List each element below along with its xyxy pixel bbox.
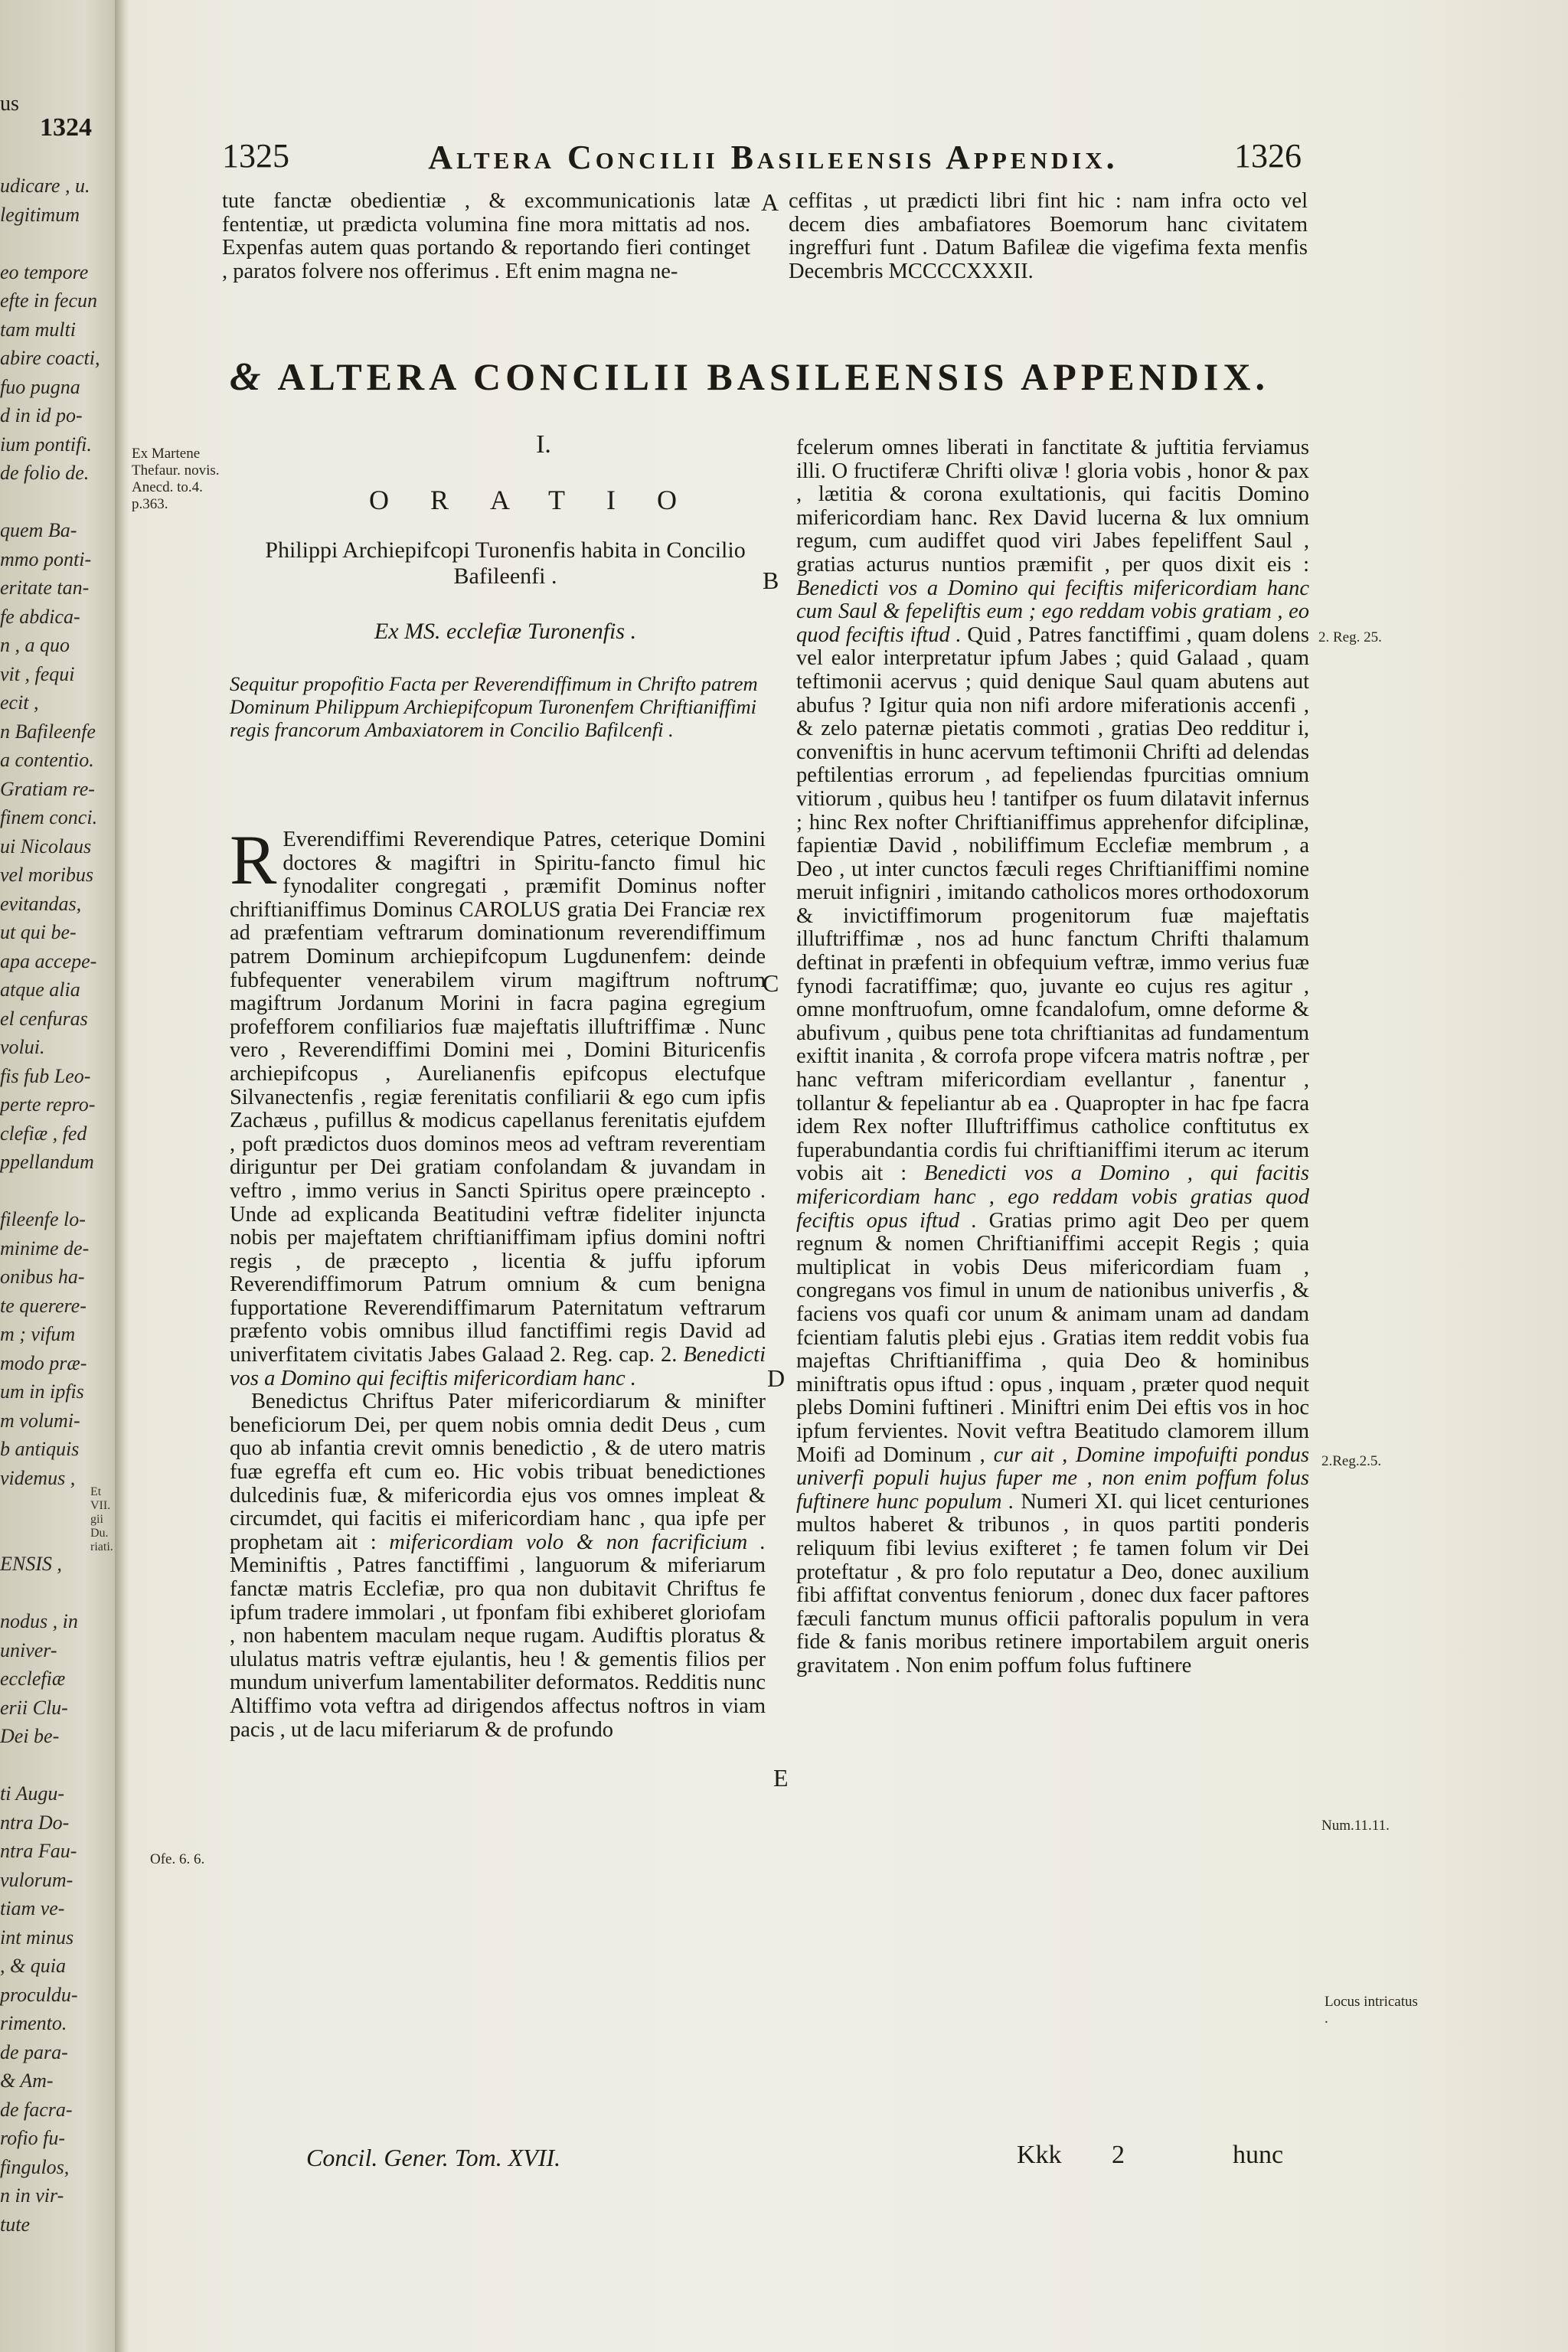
prev-page-line: ppellandum xyxy=(0,1151,94,1173)
prev-page-line: um in ipfis xyxy=(0,1380,84,1403)
prev-page-line: udicare , u. xyxy=(0,175,90,197)
prev-page-line: fileenfe lo- xyxy=(0,1208,86,1230)
marker-e: E xyxy=(773,1764,789,1792)
book-gutter xyxy=(115,0,130,2352)
prev-page-margin: Et VII. gii Du. riati. xyxy=(90,1485,113,1553)
prev-page-line: tiam ve- xyxy=(0,1897,65,1919)
prev-page-line: m volumi- xyxy=(0,1409,80,1432)
prev-page-line: legitimum xyxy=(0,203,80,226)
margin-note-reg-2: 2.Reg.2.5. xyxy=(1321,1453,1382,1469)
prev-page-line: rofio fu- xyxy=(0,2127,65,2149)
margin-note-martene: Ex Martene Thefaur. novis. Anecd. to.4. p.363. xyxy=(132,446,220,512)
running-title: Altera Concilii Basileensis Appendix. xyxy=(428,139,1119,176)
prev-page-line: videmus , xyxy=(0,1466,76,1489)
prev-page-line: ecclefiæ xyxy=(0,1668,66,1690)
prev-page-line: & Am- xyxy=(0,2069,54,2092)
prev-page-line: eritate tan- xyxy=(0,577,90,599)
prev-page-line: de folio de. xyxy=(0,462,90,484)
prev-page-number: 1324 xyxy=(40,113,92,142)
prev-page-line: b antiquis xyxy=(0,1438,80,1460)
prev-page-line: perte repro- xyxy=(0,1093,96,1116)
catchword: hunc xyxy=(1233,2141,1284,2169)
prev-page-line: d in id po- xyxy=(0,404,83,426)
prev-page-line: vit , fequi xyxy=(0,662,75,685)
source-note: Ex MS. ecclefiæ Turonenfis . xyxy=(374,619,637,644)
margin-note-locus: Locus intricatus . xyxy=(1325,1994,1418,2027)
top-right-column xyxy=(789,190,1308,283)
prev-page-line: te querere- xyxy=(0,1294,87,1317)
prev-page-line: onibus ha- xyxy=(0,1266,85,1288)
drop-cap: R xyxy=(230,821,277,899)
prev-page-line: ntra Do- xyxy=(0,1811,70,1834)
left-para-1-quote: Benedicti vos a Domino qui feciftis mifericordiam hanc . xyxy=(230,1343,766,1390)
margin-note-osee: Ofe. 6. 6. xyxy=(150,1851,205,1867)
prev-page-line: ENSIS , xyxy=(0,1553,62,1575)
prev-page-line: volui. xyxy=(0,1036,45,1058)
section-title xyxy=(230,354,1309,400)
prev-page-line: quem Ba- xyxy=(0,519,77,541)
right-text-3: Gratias primo agit Deo per quem regnum & nomen Chriftianiffimi accepit Regis ; quia multiplicat in vobis Deus mifericordiam fuam , congregans vos fimul in unum de nationibus univerfis , & faciens vos quafi cor unum & animam unam ad dandam fcientiam falutis plebi ejus . Gratias item reddit vobis fua majeftas Chriftianiffima , quia Deo & hominibus miniftratis opus iftud : opus , inquam , præter quod nequit plebs Domini fuftineri . Miniftri enim Dei eftis vos in hoc ipfum fervientes. Novit veftra Beatitudo clamorem illum Moifi ad Dominum , xyxy=(796,1208,1309,1467)
prev-page-line: ui Nicolaus xyxy=(0,835,92,858)
prev-page-line: minime de- xyxy=(0,1236,90,1259)
prev-page-line: univer- xyxy=(0,1638,57,1661)
marker-c: C xyxy=(763,969,779,997)
marker-d: D xyxy=(767,1364,786,1392)
prev-page-line: ntra Fau- xyxy=(0,1840,77,1862)
right-quote-1: Benedicti vos a Domino qui feciftis mifericordiam hanc cum Saul & fepeliftis eum ; ego reddam vobis gratiam , eo quod feciftis iftud . xyxy=(796,576,1309,647)
prev-page-line: tam multi xyxy=(0,318,76,341)
prev-page-line: clefiæ , fed xyxy=(0,1122,87,1145)
marker-b: B xyxy=(763,567,779,594)
prev-page-line: mmo ponti- xyxy=(0,547,92,570)
section-title-text: ALTERA CONCILII BASILEENSIS APPENDIX. xyxy=(277,355,1269,398)
prev-page-line: efte in fecun xyxy=(0,289,98,312)
prev-page-line: tute xyxy=(0,2213,30,2236)
marker-a: A xyxy=(761,188,779,216)
prev-page-line: eo tempore xyxy=(0,260,89,283)
prev-page-line: , & quia xyxy=(0,1955,66,1977)
prev-page-line: apa accepe- xyxy=(0,949,97,972)
prev-page-line: vulorum- xyxy=(0,1868,74,1891)
prev-page-line: ecit , xyxy=(0,691,39,714)
prev-page-line: nodus , in xyxy=(0,1610,78,1632)
prev-page-line: finem conci. xyxy=(0,806,98,828)
prev-page-line: n , a quo xyxy=(0,634,70,656)
previous-page-edge xyxy=(0,0,121,2352)
right-column xyxy=(796,436,1309,1677)
prev-page-line: ti Augu- xyxy=(0,1782,65,1805)
top-left-text: tute fanctæ obedientiæ , & excommunicationis latæ fententiæ, ut prædicta volumina fine mora mittatis ad nos. Expenfas autem quas portando & reportando fieri continget , paratos folvere nos offerimus . Eft enim magna ne- xyxy=(222,189,750,283)
page-number-left: 1325 xyxy=(222,137,289,175)
prev-page-line: Gratiam re- xyxy=(0,777,95,800)
prev-page-line: fuo pugna xyxy=(0,375,80,398)
right-text-1: fcelerum omnes liberati in fanctitate & juftitia ferviamus illi. O fructiferæ Chrifti olivæ ! gloria vobis , honor & pax , lætitia & corona exultationis, qui facitis Domino mifericordiam hanc. Rex David lucerna & lux omnium regum, cum audiffet quod viri Jabes fepeliffent Saul , gratias acturus nuntios præmifit , per quos dixit eis : xyxy=(796,436,1309,577)
right-quote-2: Benedicti vos a Domino , qui facitis mifericordiam hanc , ego reddam vobis gratias quod feciftis opus iftud . xyxy=(796,1161,1309,1233)
prev-page-line: de facra- xyxy=(0,2098,73,2121)
oratio-heading: ORATIO xyxy=(369,485,718,515)
prev-page-line: int minus xyxy=(0,1926,74,1949)
top-left-column xyxy=(222,190,750,283)
left-para-2-quote: mifericordiam volo & non facrificium . xyxy=(389,1530,766,1554)
left-para-1: Everendiffimi Reverendique Patres, ceterique Domini doctores & magiftri in Spiritu-fancto fimul hic fynodaliter congregati , præmifit Dominus nofter chriftianiffimus Dominus CAROLUS gratia Dei Franciæ rex ad præfentiam veftrarum dominationum reverendiffimum patrem Dominum archiepifcopum Lugdunenfem: deinde fubfequenter venerabilem virum magiftrum noftrum magiftrum Jordanum Morini in facra pagina egregium profefforem confiliarios fuæ majeftatis illuftriffimæ . Nunc vero , Reverendiffimi Domini mei , Domini Bituricenfis archiepifcopus , Aurelianenfis epifcopus electufque Silvanectenfis , regiæ ferenitatis confiliarii & ego cum ipfis Zachæus , pufillus & modicus capellanus ferenitatis ejufdem , poft prædictos duos dominos meos ad veftram reverentiam diriguntur per Dei gratiam confolandam & juvandam in veftro , immo verius in Sancti Spiritus opere præincepto . Unde ad explicanda Beatitudini veftræ fideliter injuncta nobis per majeftatem chriftianiffimam ipfius domini noftri regis , de præcepto , licentia & juffu ipforum Reverendiffimorum Patrum omnium & cum benigna fupportatione Reverendiffimarum Paternitatum veftrarum præfento vobis omnibus illud fanctiffimi regis David ad univerfitatem civitatis Jabes Galaad 2. Reg. cap. 2. xyxy=(230,828,766,1367)
prev-page-top: us xyxy=(0,92,19,116)
right-quote-3: cur ait , Domine impofuifti pondus univerfi populi hujus fuper me , non enim poffum folus fuftinere hunc populum . xyxy=(796,1442,1309,1514)
running-header xyxy=(222,136,1302,182)
prev-page-line: ium pontifi. xyxy=(0,433,92,456)
top-right-text: ceffitas , ut prædicti libri fint hic : nam infra octo vel decem dies ambafiatores Boemorum hanc civitatem ingreffuri funt . Datum Bafileæ die vigefima fexta menfis Decembris MCCCCXXXII. xyxy=(789,189,1308,283)
margin-note-numeri: Num.11.11. xyxy=(1321,1818,1390,1834)
prev-page-line: erii Clu- xyxy=(0,1696,68,1719)
oratio-subtitle: Philippi Archiepifcopi Turonenfis habita in Concilio Bafileenfi . xyxy=(265,537,746,589)
prev-page-line: ut qui be- xyxy=(0,921,77,943)
oratio-number: I. xyxy=(536,430,551,459)
prev-page-line: modo præ- xyxy=(0,1351,87,1374)
prev-page-line: fingulos, xyxy=(0,2155,70,2178)
right-text-4: Numeri XI. qui licet centuriones multos haberet & tribunos , in quos partiti ponderis reliquum fibi levius exifteret ; fe tamen folum vir Dei proteftatur , & pro folo reputatur a Deo, donec auxilium fibi affiftat conventus feniorum , donec dux facer paftores fæculi fanctum munus officii paftoralis populum in vera fide & fanis moribus retinere importabilem arguit oneris gravitatem . Non enim poffum folus fuftinere xyxy=(796,1489,1309,1677)
prev-page-line: n in vir- xyxy=(0,2184,64,2207)
prev-page-line: a contentio. xyxy=(0,749,94,771)
proposition: Sequitur propofitio Facta per Reverendiffimum in Chrifto patrem Dominum Philippum Archiepifcopum Turonenfem Chriftianiffimi regis francorum Ambaxiatorem in Concilio Bafilcenfi . xyxy=(230,672,758,741)
prev-page-line: fe abdica- xyxy=(0,605,80,628)
page-number-right: 1326 xyxy=(1234,137,1302,175)
prev-page-line: m ; vifum xyxy=(0,1323,76,1345)
signature-mark: Kkk xyxy=(1017,2141,1062,2169)
prev-page-line: n Bafileenfe xyxy=(0,720,96,743)
prev-page-line: de para- xyxy=(0,2040,68,2063)
prev-page-line: el cenfuras xyxy=(0,1007,88,1030)
prev-page-line: vel moribus xyxy=(0,864,94,886)
left-para-3: Meminiftis , Patres fanctiffimi , languorum & miferiarum fanctæ matris Ecclefiæ, pro qua non dubitavit Chriftus fe ipfum tradere immolari , ut fponfam fibi exhiberet gloriofam , non habentem maculam neque rugam. Audiftis ploratus & ululatus matris veftræ ejulantis, heu ! & gementis filios per mundum univerfum lamentabiliter deformatos. Redditis nunc Altiffimo vota veftra ad dirigendos affectus noftros in viam pacis , ut de lacu miferiarum & de profundo xyxy=(230,1553,766,1742)
margin-note-reg-1: 2. Reg. 25. xyxy=(1318,629,1382,645)
prev-page-line: abire coacti, xyxy=(0,347,100,369)
ornament: & xyxy=(230,355,261,399)
prev-page-line: Dei be- xyxy=(0,1725,60,1747)
left-para-2: Benedictus Chriftus Pater mifericordiarum & minifter beneficiorum Dei, per quem nobis omnia dedit Deus , cum quo ab infantia crevit omnis benedictio , & de utero matris fuæ egreffa eft cum eo. Hic vobis tribuat benedictiones dulcedinis fuæ, & mifericordia ejus vos omnes impleat & circumdet, qui facitis ei mifericordiam hanc , qua ipfe per prophetam ait : xyxy=(230,1390,766,1554)
prev-page-line: rimento. xyxy=(0,2012,67,2034)
prev-page-line: atque alia xyxy=(0,978,80,1001)
prev-page-line: fis fub Leo- xyxy=(0,1064,91,1087)
footer-volume: Concil. Gener. Tom. XVII. xyxy=(306,2144,561,2171)
right-text-2: Quid , Patres fanctiffimi , quam dolens vel ealor interpretatur ipfum Jabes ; quid Galaad , quam teftimonii acervus ; quid denique Saul quam abutens aut abufus ? Igitur quia non nifi ardore miferationis accenfi , & zelo paternæ pietatis commoti , gratias Deo redditur i, conveniftis in hunc acervum teftimonii Chrifti ad delendas peftilentias errorum , ad fepeliendas fpurcitias omnium vitiorum , quibus heu ! tantifper os fuum dilatavit infernus ; hinc Rex nofter Chriftianiffimus apprehenfor difciplinæ, fapientiæ David , nobiliffimum Ecclefiæ membrum , a Deo , ut inter cunctos fæculi reges Chriftianiffimi nomine meruit infigniri , imitando catholicos mores orthodoxorum & invictiffimorum progenitorum fuæ majeftatis illuftriffimæ , nos ad hunc fanctum Chrifti thalamum deftinat in præfenti in obfequium veftræ, immo verius fuæ fynodi facratiffimæ; quo, juvante eo cujus res agitur , omne monftruofum, omne fcandalofum, omne deforme & abufivum , quibus pene tota chriftianitas ad fundamentum exiftit inanita , & corrofa prope vifcera matris noftræ , per hanc veftram mifericordiam evellantur , fanentur , tollantur & fepeliantur ab ea . Quapropter in hac fpe facra idem Rex nofter Illuftriffimus catholice conftitutus ex fuperabundantia cordis fui chriftianiffimi iterum ac iterum vobis ait : xyxy=(796,622,1309,1186)
prev-page-line: evitandas, xyxy=(0,892,82,915)
signature-number: 2 xyxy=(1112,2141,1125,2169)
left-column xyxy=(230,821,766,1742)
prev-page-line: proculdu- xyxy=(0,1983,78,2006)
